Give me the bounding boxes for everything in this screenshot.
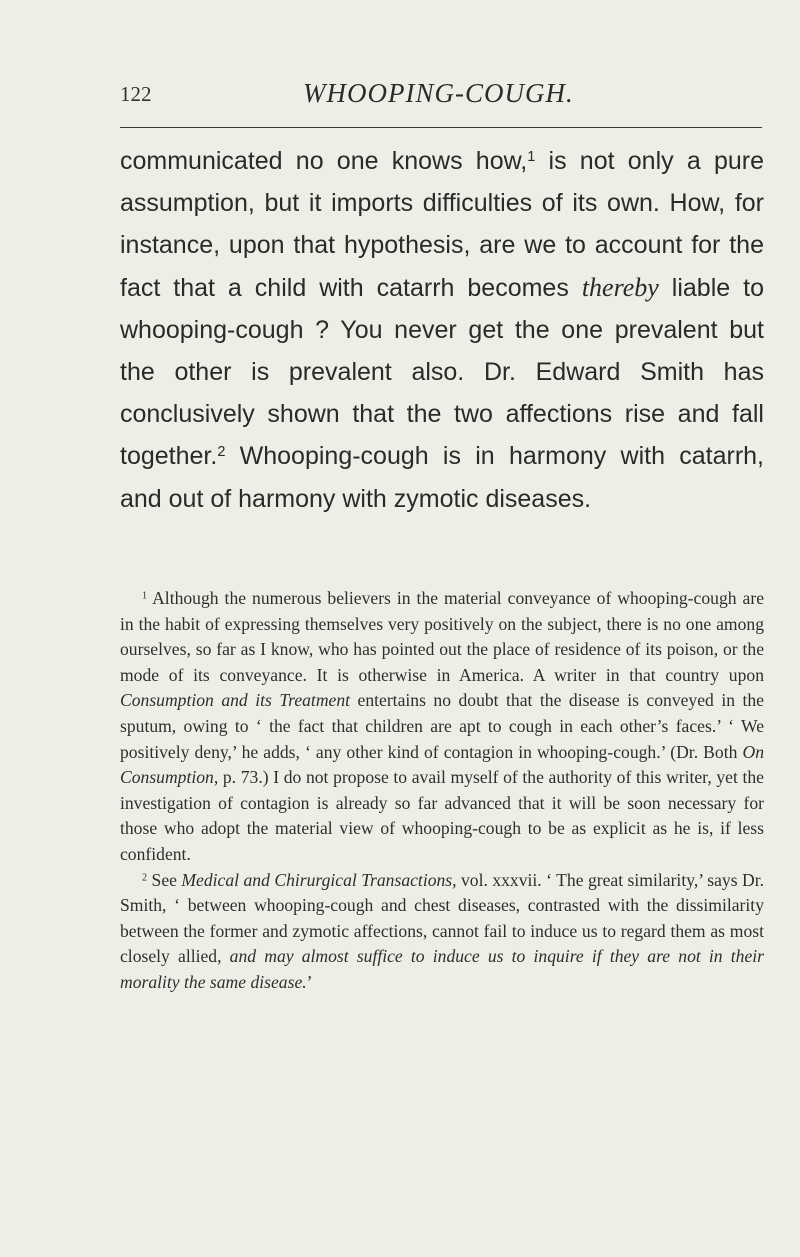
main-text: [120, 140, 764, 520]
footnotes: [120, 586, 764, 996]
footnote-ref-1: 1: [527, 149, 536, 166]
footnote-1: [120, 586, 764, 868]
footnote-text: Although the numerous believers in the material conveyance of whooping-cough are in the habit of expressing themselves very positively on the subject, there is no one among ourselves, so far as I know, who has pointed out the place of residence of its poison, or the mode of its conveyance. It is otherwise in America. A writer in that country upon: [120, 588, 764, 685]
text-segment: liable to whooping-cough ? You never get the one prevalent but the other is prevalent also. Dr. Edward Smith has conclusively shown that the two affections rise and fall together.: [120, 273, 764, 471]
emphasis: thereby: [581, 272, 659, 302]
quoted-emphasis: and may almost suffice to induce us to inquire if they are not in their morality the same disease.: [120, 946, 765, 992]
footnote-marker: 2: [142, 871, 148, 883]
footnote-text: entertains no doubt that the disease is conveyed in the sputum, owing to ‘ the fact that children are apt to cough in each other’s faces.’ ‘ We positively deny,’ he adds, ‘ any other kind of contagion in whooping-cough.’ (Dr. Both: [120, 690, 764, 762]
footnote-text: ’: [306, 971, 313, 992]
footnote-text: vol. xxxvii. ‘ The great similarity,’ says Dr. Smith, ‘ between whooping-cough and chest diseases, contrasted with the dissimilarity between the former and zymotic affections, cannot fail to induce us to regard them as most closely allied,: [120, 869, 764, 967]
running-head: WHOOPING-COUGH.: [303, 78, 574, 108]
footnote-2: [120, 868, 764, 996]
footnote-text: p. 73.) I do not propose to avail myself of the authority of this writer, yet the investigation of contagion is already so far advanced that it will be soon necessary for those who adopt the material view of whooping-cough to be as explicit as he is, if less confident.: [120, 767, 764, 864]
book-title: Consumption and its Treatment: [120, 690, 351, 711]
main-paragraph: [120, 140, 764, 520]
footnote-marker: 1: [142, 590, 148, 602]
text-segment: Whooping-cough is in harmony with catarrh, and out of harmony with zymotic diseases.: [120, 442, 764, 513]
book-title: Medical and Chirurgical Transactions,: [181, 869, 457, 890]
page-header: [120, 78, 762, 118]
header-rule: [120, 127, 762, 128]
text-segment: is not only a pure assumption, but it imports difficulties of its own. How, for instance, upon that hypothesis, are we to account for the fact that a child with catarrh becomes: [120, 147, 765, 302]
footnote-ref-2: 2: [217, 444, 226, 461]
page-number: 122: [120, 82, 152, 106]
footnote-text: See: [147, 869, 182, 890]
text-segment: communicated no one knows how,: [120, 147, 528, 175]
book-title: On Consumption,: [120, 741, 764, 788]
